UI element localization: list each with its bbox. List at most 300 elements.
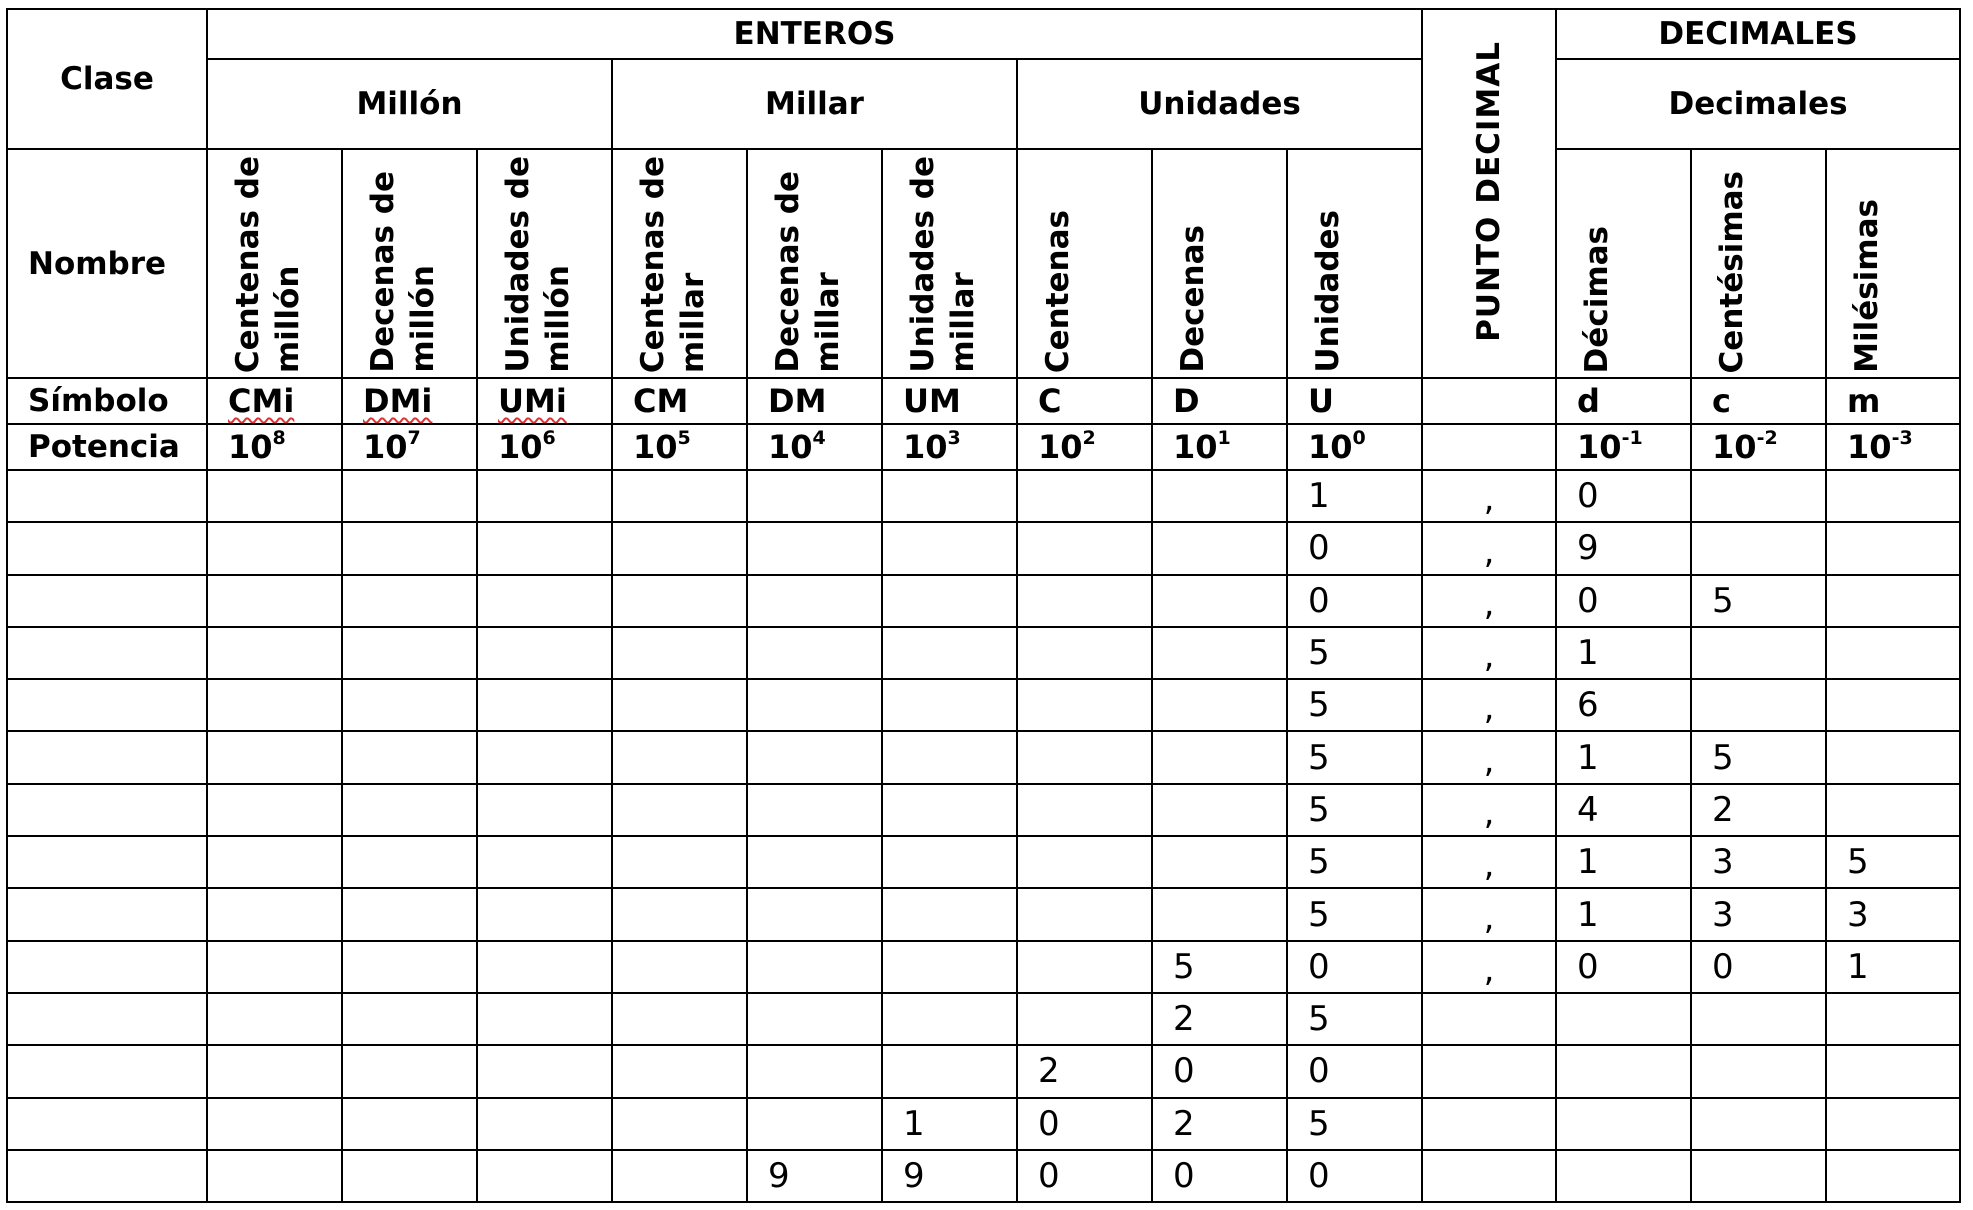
row-label-cell	[7, 836, 207, 888]
digit-cell-um: 9	[882, 1150, 1017, 1202]
digit-cell-cmi	[207, 470, 342, 522]
digit-cell-cen	[1691, 1045, 1826, 1097]
digit-cell-umi	[477, 575, 612, 627]
name-cen	[1691, 149, 1826, 378]
digit-cell-cmi	[207, 731, 342, 783]
table-row	[7, 575, 1960, 627]
digit-cell-cmi	[207, 1045, 342, 1097]
power-um	[882, 424, 1017, 470]
symbol-c: C	[1017, 378, 1152, 424]
decimal-point-cell	[1422, 1045, 1556, 1097]
digit-cell-cen	[1691, 1098, 1826, 1150]
name-umi	[477, 149, 612, 378]
digit-cell-umi	[477, 1045, 612, 1097]
digit-cell-umi	[477, 836, 612, 888]
table-row	[7, 1098, 1960, 1150]
power-base: 10	[498, 428, 543, 466]
class-millon: Millón	[207, 59, 612, 149]
digit-cell-d	[1152, 836, 1287, 888]
digit-cell-dec	[1556, 993, 1691, 1045]
digit-cell-cmi	[207, 627, 342, 679]
digit-cell-um	[882, 1045, 1017, 1097]
digit-cell-dm	[747, 1045, 882, 1097]
digit-cell-dm	[747, 679, 882, 731]
digit-cell-cen: 2	[1691, 784, 1826, 836]
row-label-cell	[7, 1098, 207, 1150]
digit-cell-cmi	[207, 1150, 342, 1202]
digit-cell-cen: 5	[1691, 575, 1826, 627]
digit-cell-mil	[1826, 470, 1960, 522]
symbol-dm: DM	[747, 378, 882, 424]
digit-cell-cmi	[207, 993, 342, 1045]
symbol-dmi	[342, 378, 477, 424]
digit-cell-dec: 6	[1556, 679, 1691, 731]
symbol-row	[7, 378, 1960, 424]
digit-cell-um	[882, 575, 1017, 627]
digit-cell-cen: 0	[1691, 941, 1826, 993]
digit-cell-cm	[612, 627, 747, 679]
table-row	[7, 1150, 1960, 1202]
digit-cell-cen	[1691, 627, 1826, 679]
digit-cell-cm	[612, 941, 747, 993]
power-exp: 0	[1352, 427, 1366, 449]
table-row	[7, 993, 1960, 1045]
digit-cell-dec	[1556, 1098, 1691, 1150]
name-cen-text: Centésimas	[1714, 170, 1751, 373]
table-row	[7, 1045, 1960, 1097]
digit-cell-mil	[1826, 1150, 1960, 1202]
digit-cell-cm	[612, 1098, 747, 1150]
digit-cell-u: 5	[1287, 1098, 1422, 1150]
digit-cell-c	[1017, 993, 1152, 1045]
header-punto-decimal	[1422, 9, 1556, 378]
header-enteros: ENTEROS	[207, 9, 1422, 59]
digit-cell-dmi	[342, 627, 477, 679]
digit-cell-u: 0	[1287, 522, 1422, 574]
digit-cell-dm	[747, 993, 882, 1045]
digit-cell-u: 5	[1287, 731, 1422, 783]
power-d	[1152, 424, 1287, 470]
digit-cell-cm	[612, 888, 747, 940]
symbol-cm: CM	[612, 378, 747, 424]
digit-cell-dec	[1556, 1150, 1691, 1202]
digit-cell-c: 0	[1017, 1150, 1152, 1202]
header-clase: Clase	[7, 9, 207, 149]
decimal-point-cell	[1422, 1098, 1556, 1150]
power-exp: 1	[1217, 427, 1231, 449]
digit-cell-cm	[612, 784, 747, 836]
digit-cell-dmi	[342, 1098, 477, 1150]
power-exp: 6	[542, 427, 556, 449]
symbol-mil: m	[1826, 378, 1960, 424]
digit-cell-dm	[747, 627, 882, 679]
symbol-cmi	[207, 378, 342, 424]
digit-cell-mil	[1826, 1098, 1960, 1150]
digit-cell-dmi	[342, 1150, 477, 1202]
digit-cell-cmi	[207, 836, 342, 888]
digit-cell-dec: 1	[1556, 627, 1691, 679]
decimal-point-cell: ,	[1422, 470, 1556, 522]
power-base: 10	[633, 428, 678, 466]
row-label-cell	[7, 679, 207, 731]
decimal-point-cell: ,	[1422, 888, 1556, 940]
name-c-text: Centenas	[1040, 209, 1076, 373]
digit-cell-dm	[747, 888, 882, 940]
digit-cell-c	[1017, 731, 1152, 783]
digit-cell-cmi	[207, 888, 342, 940]
digit-cell-cen: 3	[1691, 836, 1826, 888]
decimal-point-cell: ,	[1422, 575, 1556, 627]
power-u	[1287, 424, 1422, 470]
digit-cell-cm	[612, 993, 747, 1045]
digit-cell-mil	[1826, 731, 1960, 783]
digit-cell-mil	[1826, 993, 1960, 1045]
power-exp: 7	[407, 427, 421, 449]
digit-cell-umi	[477, 784, 612, 836]
symbol-u: U	[1287, 378, 1422, 424]
digit-cell-d	[1152, 575, 1287, 627]
decimal-point-cell: ,	[1422, 627, 1556, 679]
symbol-d: D	[1152, 378, 1287, 424]
table-row	[7, 679, 1960, 731]
power-dmi	[342, 424, 477, 470]
row-label-cell	[7, 993, 207, 1045]
digit-cell-dmi	[342, 575, 477, 627]
name-dmi-text: Decenas de millón	[365, 171, 441, 373]
table-row	[7, 731, 1960, 783]
digit-cell-umi	[477, 1150, 612, 1202]
name-u-text: Unidades	[1310, 210, 1346, 373]
digit-cell-dmi	[342, 836, 477, 888]
symbol-dec: d	[1556, 378, 1691, 424]
digit-cell-dm	[747, 522, 882, 574]
digit-cell-dmi	[342, 731, 477, 783]
digit-cell-umi	[477, 1098, 612, 1150]
digit-cell-d	[1152, 784, 1287, 836]
digit-cell-umi	[477, 470, 612, 522]
digit-cell-c	[1017, 627, 1152, 679]
digit-cell-dec: 1	[1556, 888, 1691, 940]
power-exp: -2	[1756, 427, 1778, 449]
power-exp: -3	[1891, 427, 1913, 449]
digit-cell-cen: 5	[1691, 731, 1826, 783]
digit-cell-d: 2	[1152, 1098, 1287, 1150]
digit-cell-um	[882, 470, 1017, 522]
decimal-point-cell	[1422, 1150, 1556, 1202]
name-mil	[1826, 149, 1960, 378]
power-exp: 2	[1082, 427, 1096, 449]
digit-cell-dmi	[342, 522, 477, 574]
power-exp: 5	[677, 427, 691, 449]
name-dm	[747, 149, 882, 378]
name-um	[882, 149, 1017, 378]
digit-cell-dm	[747, 836, 882, 888]
digit-cell-mil	[1826, 522, 1960, 574]
power-exp: 3	[947, 427, 961, 449]
power-base: 10	[228, 428, 273, 466]
power-base: 10	[1308, 428, 1353, 466]
digit-cell-mil	[1826, 784, 1960, 836]
name-d	[1152, 149, 1287, 378]
table-row	[7, 627, 1960, 679]
power-base: 10	[768, 428, 813, 466]
power-exp: 8	[272, 427, 286, 449]
digit-cell-d: 0	[1152, 1150, 1287, 1202]
table-row	[7, 941, 1960, 993]
header-potencia: Potencia	[7, 424, 207, 470]
decimal-point-cell: ,	[1422, 679, 1556, 731]
symbol-punto	[1422, 378, 1556, 424]
digit-cell-d	[1152, 627, 1287, 679]
digit-cell-umi	[477, 941, 612, 993]
digit-cell-mil	[1826, 575, 1960, 627]
digit-cell-c	[1017, 836, 1152, 888]
digit-cell-c	[1017, 784, 1152, 836]
digit-cell-um: 1	[882, 1098, 1017, 1150]
table-row	[7, 522, 1960, 574]
digit-cell-dm	[747, 1098, 882, 1150]
digit-cell-c	[1017, 522, 1152, 574]
power-base: 10	[1847, 428, 1892, 466]
power-exp: 4	[812, 427, 826, 449]
digit-cell-umi	[477, 731, 612, 783]
name-dmi	[342, 149, 477, 378]
digit-cell-dm: 9	[747, 1150, 882, 1202]
row-label-cell	[7, 522, 207, 574]
digit-cell-u: 0	[1287, 1045, 1422, 1097]
digit-cell-cm	[612, 1150, 747, 1202]
power-base: 10	[1712, 428, 1757, 466]
row-label-cell	[7, 470, 207, 522]
digit-cell-cm	[612, 522, 747, 574]
power-cen	[1691, 424, 1826, 470]
digit-cell-cm	[612, 679, 747, 731]
digit-cell-dmi	[342, 679, 477, 731]
digit-cell-um	[882, 993, 1017, 1045]
digit-cell-dm	[747, 784, 882, 836]
digit-cell-umi	[477, 522, 612, 574]
digit-cell-d	[1152, 679, 1287, 731]
digit-cell-c: 0	[1017, 1098, 1152, 1150]
decimal-point-cell: ,	[1422, 784, 1556, 836]
digit-cell-dm	[747, 941, 882, 993]
row-label-cell	[7, 627, 207, 679]
digit-cell-mil	[1826, 679, 1960, 731]
digit-cell-dmi	[342, 941, 477, 993]
digit-cell-cm	[612, 1045, 747, 1097]
digit-cell-mil	[1826, 627, 1960, 679]
table-row	[7, 888, 1960, 940]
digit-cell-cm	[612, 836, 747, 888]
digit-cell-c	[1017, 470, 1152, 522]
digit-cell-u: 5	[1287, 784, 1422, 836]
symbol-cmi-text: CMi	[228, 382, 295, 420]
power-exp: -1	[1621, 427, 1643, 449]
digit-cell-cm	[612, 731, 747, 783]
class-millar: Millar	[612, 59, 1017, 149]
power-base: 10	[363, 428, 408, 466]
digit-cell-um	[882, 784, 1017, 836]
digit-cell-cmi	[207, 784, 342, 836]
symbol-dmi-text: DMi	[363, 382, 433, 420]
digit-cell-u: 0	[1287, 575, 1422, 627]
power-cmi	[207, 424, 342, 470]
digit-cell-dmi	[342, 470, 477, 522]
digit-cell-mil: 3	[1826, 888, 1960, 940]
row-label-cell	[7, 784, 207, 836]
digit-cell-dmi	[342, 784, 477, 836]
header-row-names	[7, 149, 1960, 378]
name-u	[1287, 149, 1422, 378]
digit-cell-dm	[747, 731, 882, 783]
power-base: 10	[903, 428, 948, 466]
digit-cell-mil: 1	[1826, 941, 1960, 993]
decimal-point-cell	[1422, 993, 1556, 1045]
digit-cell-um	[882, 627, 1017, 679]
header-simbolo: Símbolo	[7, 378, 207, 424]
digit-cell-d: 2	[1152, 993, 1287, 1045]
name-cmi-text: Centenas de millón	[230, 155, 306, 373]
digit-cell-cm	[612, 575, 747, 627]
digit-cell-dec: 4	[1556, 784, 1691, 836]
digit-cell-um	[882, 941, 1017, 993]
digit-cell-umi	[477, 679, 612, 731]
punto-decimal-label: PUNTO DECIMAL	[1471, 41, 1508, 342]
digit-cell-c	[1017, 941, 1152, 993]
digit-cell-cen	[1691, 1150, 1826, 1202]
decimal-point-cell: ,	[1422, 522, 1556, 574]
digit-cell-u: 5	[1287, 993, 1422, 1045]
power-dm	[747, 424, 882, 470]
header-decimales-top: DECIMALES	[1556, 9, 1960, 59]
power-mil	[1826, 424, 1960, 470]
decimal-point-cell: ,	[1422, 731, 1556, 783]
digit-cell-dmi	[342, 1045, 477, 1097]
digit-cell-cen	[1691, 522, 1826, 574]
power-dec	[1556, 424, 1691, 470]
digit-cell-d	[1152, 470, 1287, 522]
digit-cell-c	[1017, 679, 1152, 731]
digit-cell-d	[1152, 522, 1287, 574]
digit-cell-u: 5	[1287, 836, 1422, 888]
power-row	[7, 424, 1960, 470]
name-cmi	[207, 149, 342, 378]
digit-cell-cmi	[207, 522, 342, 574]
digit-cell-cmi	[207, 941, 342, 993]
digit-cell-cen	[1691, 470, 1826, 522]
digit-cell-cmi	[207, 679, 342, 731]
symbol-umi	[477, 378, 612, 424]
decimal-point-cell: ,	[1422, 836, 1556, 888]
digit-cell-dec: 1	[1556, 731, 1691, 783]
digit-cell-um	[882, 888, 1017, 940]
digit-cell-cen	[1691, 679, 1826, 731]
digit-cell-dmi	[342, 993, 477, 1045]
name-mil-text: Milésimas	[1849, 199, 1886, 373]
class-unidades: Unidades	[1017, 59, 1422, 149]
row-label-cell	[7, 1150, 207, 1202]
digit-cell-dec: 0	[1556, 941, 1691, 993]
power-c	[1017, 424, 1152, 470]
digit-cell-dec	[1556, 1045, 1691, 1097]
name-dm-text: Decenas de millar	[770, 171, 846, 373]
digit-cell-u: 5	[1287, 627, 1422, 679]
digit-cell-d	[1152, 731, 1287, 783]
digit-cell-dm	[747, 470, 882, 522]
digit-cell-dec: 0	[1556, 470, 1691, 522]
class-decimales: Decimales	[1556, 59, 1960, 149]
digit-cell-d: 0	[1152, 1045, 1287, 1097]
digit-cell-cm	[612, 470, 747, 522]
symbol-umi-text: UMi	[498, 382, 567, 420]
name-c	[1017, 149, 1152, 378]
name-cm-text: Centenas de millar	[635, 155, 711, 373]
name-um-text: Unidades de millar	[905, 156, 981, 373]
digit-cell-c: 2	[1017, 1045, 1152, 1097]
decimal-point-cell: ,	[1422, 941, 1556, 993]
table-row	[7, 784, 1960, 836]
digit-cell-c	[1017, 888, 1152, 940]
table-row	[7, 470, 1960, 522]
power-punto	[1422, 424, 1556, 470]
digit-cell-umi	[477, 627, 612, 679]
digit-cell-u: 1	[1287, 470, 1422, 522]
row-label-cell	[7, 941, 207, 993]
digit-cell-mil	[1826, 1045, 1960, 1097]
header-nombre: Nombre	[7, 149, 207, 378]
digit-cell-um	[882, 836, 1017, 888]
digit-cell-dmi	[342, 888, 477, 940]
digit-cell-mil: 5	[1826, 836, 1960, 888]
digit-cell-um	[882, 522, 1017, 574]
row-label-cell	[7, 1045, 207, 1097]
row-label-cell	[7, 731, 207, 783]
header-row-top	[7, 9, 1960, 59]
digit-cell-dec: 9	[1556, 522, 1691, 574]
name-cm	[612, 149, 747, 378]
digit-cell-um	[882, 731, 1017, 783]
digit-cell-d	[1152, 888, 1287, 940]
name-umi-text: Unidades de millón	[500, 156, 576, 373]
row-label-cell	[7, 888, 207, 940]
digit-cell-dec: 1	[1556, 836, 1691, 888]
power-base: 10	[1173, 428, 1218, 466]
place-value-table	[6, 8, 1961, 1203]
symbol-cen: c	[1691, 378, 1826, 424]
digit-cell-u: 5	[1287, 888, 1422, 940]
digit-cell-cmi	[207, 1098, 342, 1150]
digit-cell-cen: 3	[1691, 888, 1826, 940]
digit-cell-cen	[1691, 993, 1826, 1045]
digit-cell-umi	[477, 993, 612, 1045]
power-cm	[612, 424, 747, 470]
digit-cell-dm	[747, 575, 882, 627]
digit-cell-u: 0	[1287, 1150, 1422, 1202]
name-dec	[1556, 149, 1691, 378]
digit-cell-dec: 0	[1556, 575, 1691, 627]
symbol-um: UM	[882, 378, 1017, 424]
digit-cell-u: 0	[1287, 941, 1422, 993]
power-base: 10	[1577, 428, 1622, 466]
table-row	[7, 836, 1960, 888]
name-dec-text: Décimas	[1579, 225, 1616, 373]
digit-cell-umi	[477, 888, 612, 940]
digit-cell-um	[882, 679, 1017, 731]
digit-cell-u: 5	[1287, 679, 1422, 731]
digit-cell-c	[1017, 575, 1152, 627]
header-row-classes	[7, 59, 1960, 149]
name-d-text: Decenas	[1175, 225, 1211, 373]
